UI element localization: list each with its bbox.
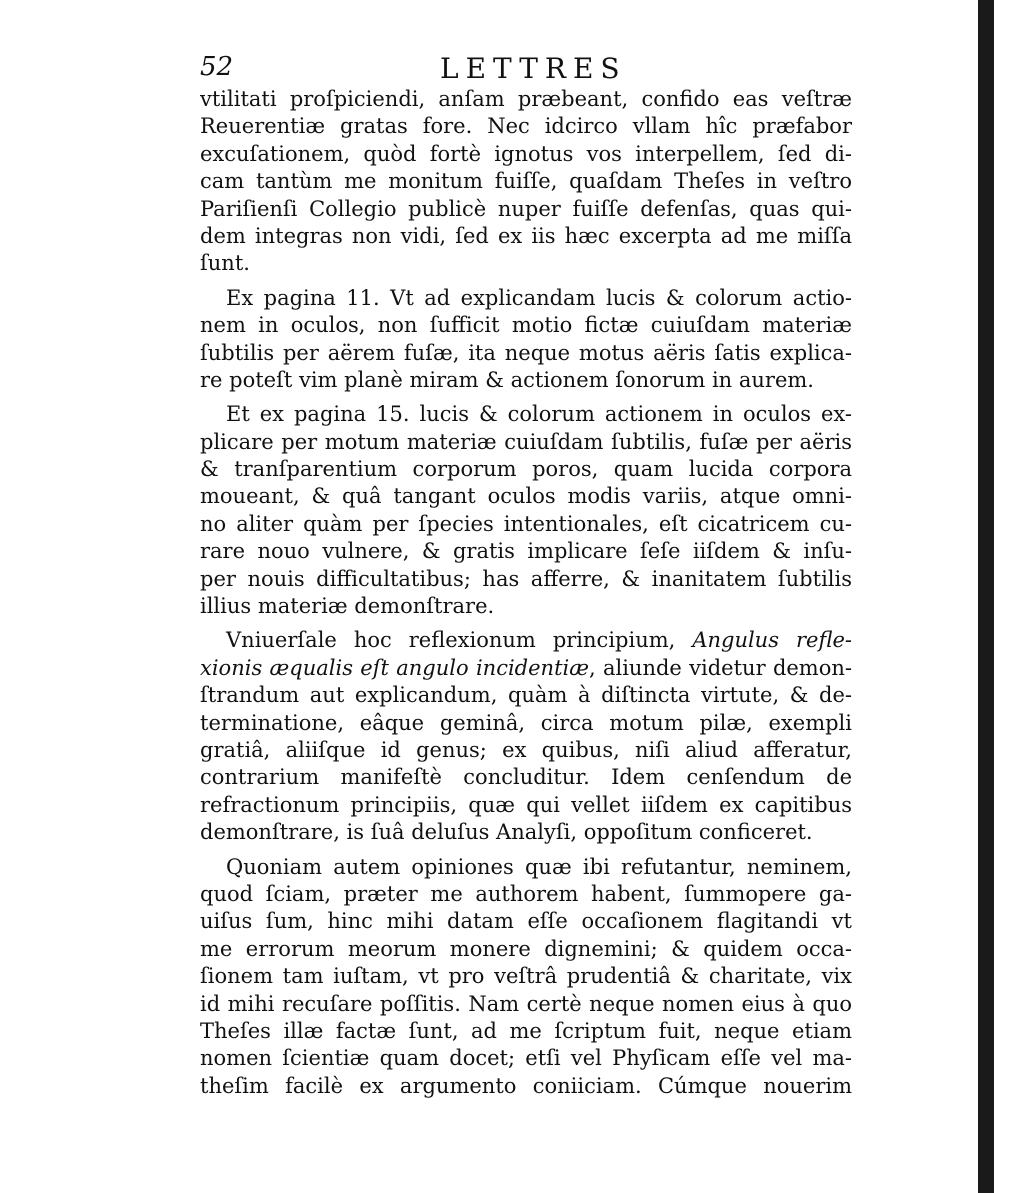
text-line: refractionum principiis, quæ qui vellet iiſdem ex capitibus [200, 792, 852, 817]
text-line: Et ex pagina 15. lucis & colorum actionem in oculos ex- [226, 402, 852, 427]
italic-quotation: xionis æqualis eſt angulo incidentiæ [200, 655, 589, 680]
body-text [200, 86, 852, 1107]
book-binding-edge [978, 0, 994, 1193]
text-line: no aliter quàm per ſpecies intentionales, eſt cicatricem cu- [200, 511, 852, 536]
text-line: id mihi recuſare poſſitis. Nam certè neque nomen eius à quo [200, 991, 852, 1016]
text-line: Quoniam autem opiniones quæ ibi refutantur, neminem, [226, 854, 852, 879]
paragraph [200, 401, 852, 620]
text-line: theſim facilè ex argumento coniiciam. Cúmque nouerim [200, 1073, 852, 1098]
text-line: Reuerentiæ gratas fore. Nec idcirco vllam hîc præfabor [200, 114, 852, 139]
text-line: ſubtilis per aërem fuſæ, ita neque motus aëris ſatis explica- [200, 340, 852, 365]
text-line: ſtrandum aut explicandum, quàm à diſtincta virtute, & de- [200, 683, 852, 708]
text-line: dem integras non vidi, ſed ex iis hæc excerpta ad me miſſa [200, 223, 852, 248]
text-line: re poteſt vim planè miram & actionem ſonorum in aurem. [200, 367, 814, 392]
text-line: nomen ſcientiæ quam docet; etſi vel Phyſicam eſſe vel ma- [200, 1046, 852, 1071]
paragraph [200, 285, 852, 395]
text-line: plicare per motum materiæ cuiuſdam ſubtilis, fuſæ per aëris [200, 429, 852, 454]
text-line: me errorum meorum monere dignemini; & quidem occa- [200, 936, 852, 961]
text-line: Pariſienſi Collegio publicè nuper fuiſſe defenſas, quas qui- [200, 196, 852, 221]
text-line: cam tantùm me monitum fuiſſe, quaſdam Theſes in veſtro [200, 169, 852, 194]
text-line: Theſes illæ factæ ſunt, ad me ſcriptum fuit, neque etiam [200, 1018, 852, 1043]
paragraph [200, 86, 852, 278]
text-line: moueant, & quâ tangant oculos modis variis, atque omni- [200, 484, 852, 509]
running-title: LETTRES [440, 52, 627, 85]
text-line-with-italic: xionis æqualis eſt angulo incidentiæ, aliunde videtur demon- [200, 655, 852, 680]
text-line: gratiâ, aliiſque id genus; ex quibus, niſi aliud afferatur, [200, 737, 852, 762]
text-line: illius materiæ demonſtrare. [200, 594, 495, 619]
text-line: per nouis difficultatibus; has afferre, & inanitatem ſubtilis [200, 566, 852, 591]
text-line: rare nouo vulnere, & gratis implicare ſeſe iiſdem & inſu- [200, 539, 852, 564]
text-line: excuſationem, quòd fortè ignotus vos interpellem, ſed di- [200, 141, 852, 166]
italic-quotation: Angulus refle- [692, 628, 852, 653]
text-line: uiſus ſum, hinc mihi datam eſſe occaſionem flagitandi vt [200, 909, 852, 934]
text-line: nem in oculos, non ſufficit motio fictæ cuiuſdam materiæ [200, 313, 852, 338]
paragraph [200, 854, 852, 1101]
text-line: Ex pagina 11. Vt ad explicandam lucis & colorum actio- [226, 285, 852, 310]
text-line: vtilitati proſpiciendi, anſam præbeant, confido eas veſtræ [200, 87, 852, 111]
text-line-with-italic: Vniuerſale hoc reflexionum principium, Angulus refle- [226, 628, 852, 653]
paragraph [200, 627, 852, 846]
text-line: ſionem tam iuſtam, vt pro veſtrâ prudentiâ & charitate, vix [200, 964, 852, 989]
text-line: contrarium manifeſtè concluditur. Idem cenſendum de [200, 765, 852, 790]
text-line: quod ſciam, præter me authorem habent, ſummopere ga- [200, 881, 852, 906]
page-header [200, 52, 852, 88]
scan-margin [994, 0, 1024, 1193]
text-line: & tranſparentium corporum poros, quam lucida corpora [200, 457, 852, 482]
text-line: ſunt. [200, 251, 250, 276]
text-line: demonſtrare, is ſuâ deluſus Analyſi, oppoſitum conficeret. [200, 820, 813, 845]
text-line: terminatione, eâque geminâ, circa motum pilæ, exempli [200, 710, 852, 735]
page-number: 52 [200, 52, 234, 82]
